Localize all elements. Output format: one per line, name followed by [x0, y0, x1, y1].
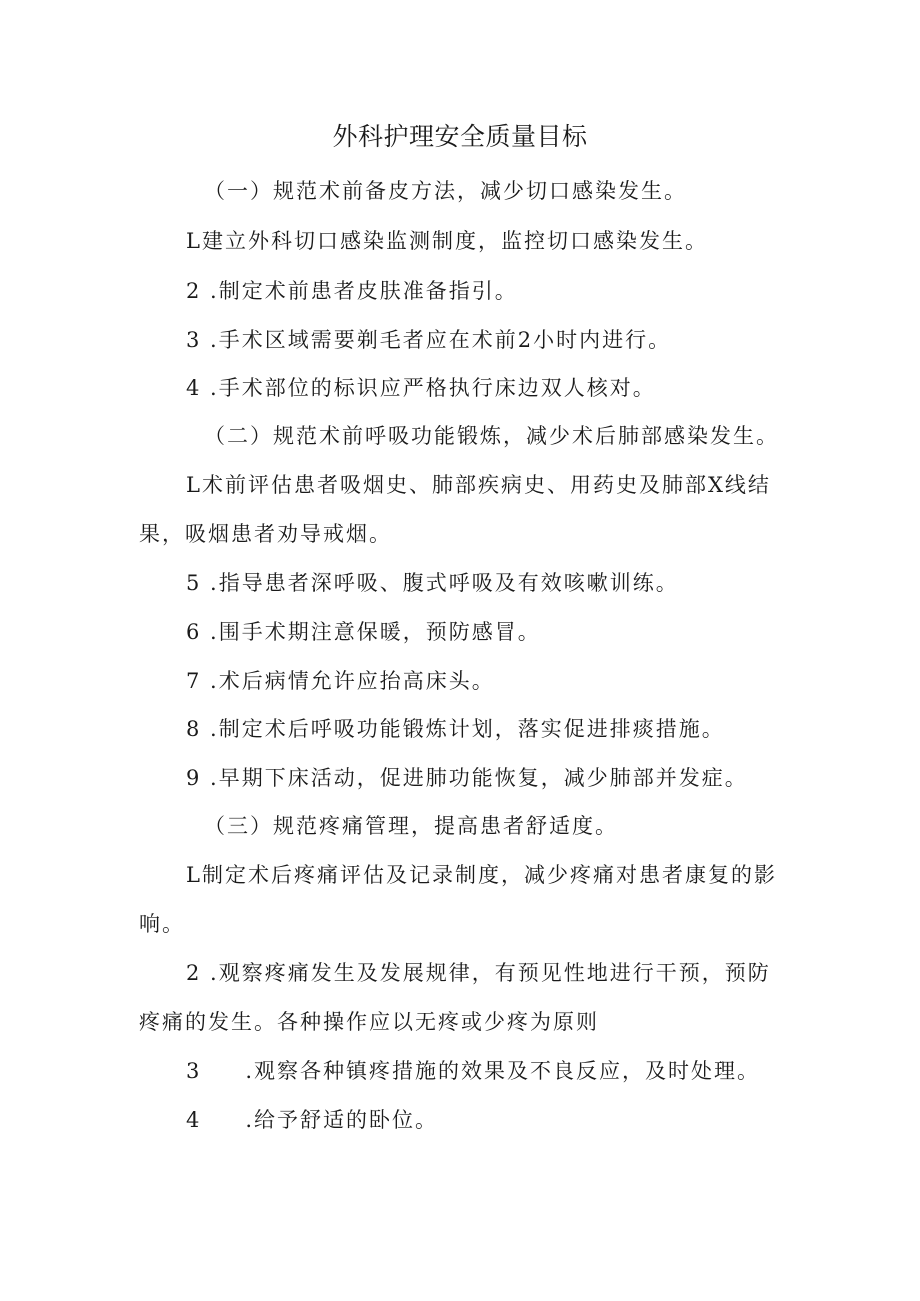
section-2-item-3: 6 .围手术期注意保暖，预防感冒。: [186, 620, 541, 644]
section-1-item-3: 3 .手术区域需要剃毛者应在术前2小时内进行。: [186, 328, 672, 352]
section-3-item-2-continued: 疼痛的发生。各种操作应以无疼或少疼为原则: [139, 1010, 599, 1034]
section-2-item-1-continued: 果，吸烟患者劝导戒烟。: [139, 522, 392, 546]
item-text: .观察各种镇疼措施的效果及不良反应，及时处理。: [245, 1059, 761, 1083]
section-1-item-2: 2 .制定术前患者皮肤准备指引。: [186, 279, 518, 303]
section-3-item-3: [186, 1056, 760, 1086]
section-3-item-4: [186, 1105, 438, 1135]
section-2-item-6: 9 .早期下床活动，促进肺功能恢复，减少肺部并发症。: [186, 766, 748, 790]
document-title: 外科护理安全质量目标: [332, 122, 588, 151]
item-number: 3: [186, 1059, 202, 1083]
item-number: 4: [186, 1108, 202, 1132]
section-2-item-1: L术前评估患者吸烟史、肺部疾病史、用药史及肺部X线结: [186, 473, 771, 497]
section-1-item-1: L建立外科切口感染监测制度，监控切口感染发生。: [186, 229, 708, 253]
section-1-heading: （一）规范术前备皮方法，减少切口感染发生。: [204, 179, 687, 203]
section-2-item-4: 7 .术后病情允许应抬高床头。: [186, 669, 495, 693]
section-2-heading: （二）规范术前呼吸功能锻炼，减少术后肺部感染发生。: [204, 424, 779, 448]
section-3-item-1-continued: 响。: [139, 912, 185, 936]
section-3-item-2: 2 .观察疼痛发生及发展规律，有预见性地进行干预，预防: [186, 961, 771, 985]
section-2-item-5: 8 .制定术后呼吸功能锻炼计划，落实促进排痰措施。: [186, 717, 725, 741]
section-2-item-2: 5 .指导患者深呼吸、腹式呼吸及有效咳嗽训练。: [186, 571, 679, 595]
section-3-item-1: L制定术后疼痛评估及记录制度，减少疼痛对患者康复的影: [186, 863, 777, 887]
section-3-heading: （三）规范疼痛管理，提高患者舒适度。: [204, 814, 618, 838]
item-text: .给予舒适的卧位。: [245, 1108, 439, 1132]
section-1-item-4: 4 .手术部位的标识应严格执行床边双人核对。: [186, 376, 656, 400]
